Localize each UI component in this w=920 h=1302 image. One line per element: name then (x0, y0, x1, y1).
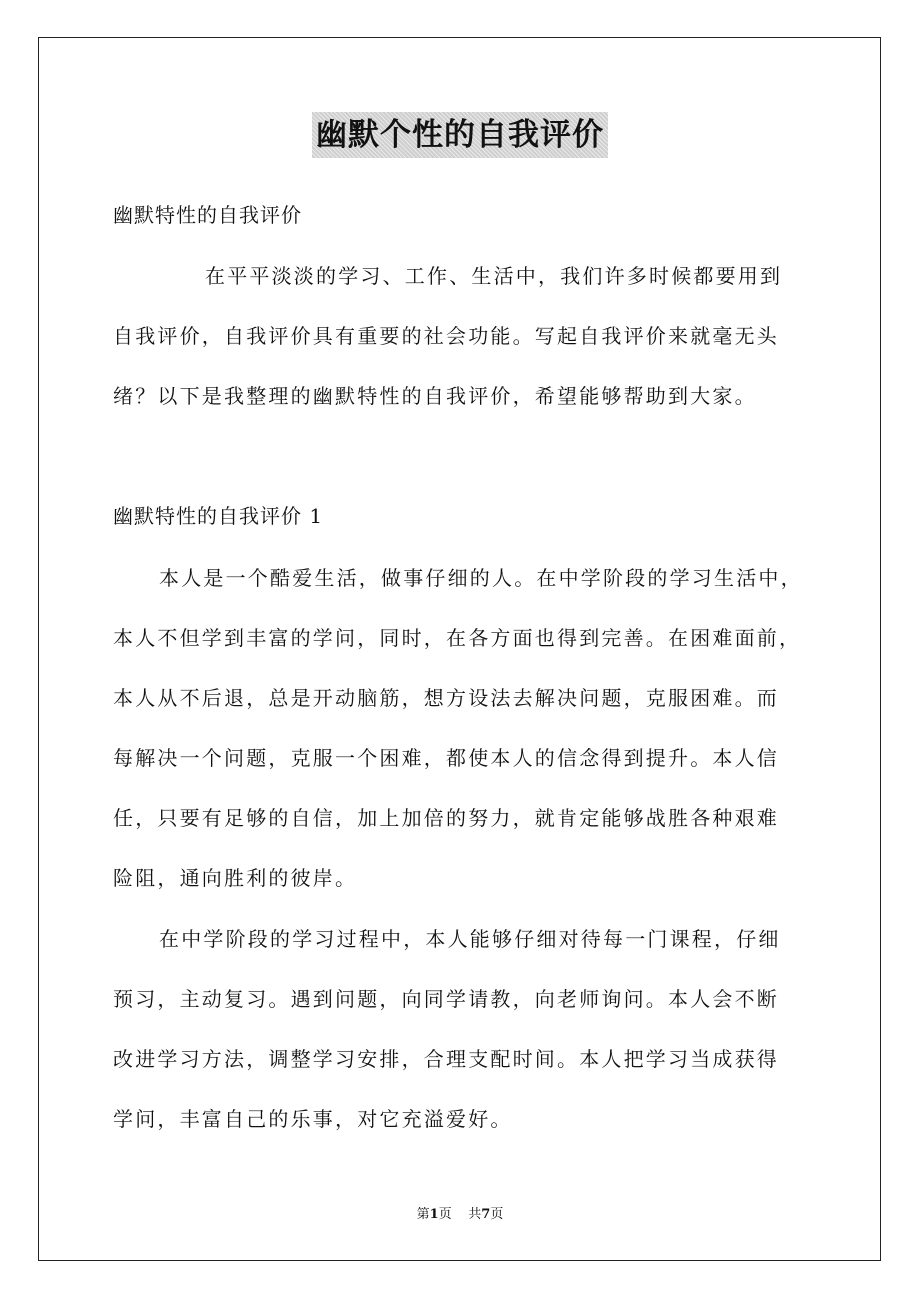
body-paragraph-2 (113, 909, 813, 1149)
paragraph-line: 险阻，通向胜利的彼岸。 (113, 866, 358, 890)
paragraph-line: 任，只要有足够的自信，加上加倍的努力，就肯定能够战胜各种艰难 (113, 806, 779, 830)
current-page-number: 1 (429, 1207, 439, 1222)
paragraph-line: 每解决一个问题，克服一个困难，都使本人的信念得到提升。本人信 (113, 746, 779, 770)
page-label-suffix: 页 (438, 1207, 452, 1222)
document-title: 幽默个性的自我评价 (312, 112, 608, 158)
intro-line: 自我评价，自我评价具有重要的社会功能。写起自我评价来就毫无头 (113, 324, 779, 348)
total-page-count: 7 (481, 1207, 491, 1222)
total-label-prefix: 共 (468, 1207, 482, 1222)
intro-line: 绪？以下是我整理的幽默特性的自我评价，希望能够帮助到大家。 (113, 384, 757, 408)
paragraph-line: 在中学阶段的学习过程中，本人能够仔细对待每一门课程，仔细 (159, 927, 781, 951)
total-label-suffix: 页 (490, 1207, 504, 1222)
intro-line: 在平平淡淡的学习、工作、生活中，我们许多时候都要用到 (205, 264, 783, 288)
page-footer (0, 1205, 920, 1225)
page-label-prefix: 第 (416, 1207, 430, 1222)
paragraph-line: 本人从不后退，总是开动脑筋，想方设法去解决问题，克服困难。而 (113, 686, 779, 710)
paragraph-line: 本人不但学到丰富的学问，同时，在各方面也得到完善。在困难面前， (113, 626, 802, 650)
section-heading: 幽默特性的自我评价 1 (113, 504, 324, 528)
title-container (0, 112, 920, 158)
paragraph-line: 学问，丰富自己的乐事，对它充溢爱好。 (113, 1107, 513, 1131)
paragraph-line: 本人是一个酷爱生活，做事仔细的人。在中学阶段的学习生活中， (159, 566, 803, 590)
paragraph-line: 预习，主动复习。遇到问题，向同学请教，向老师询问。本人会不断 (113, 987, 779, 1011)
document-subtitle: 幽默特性的自我评价 (113, 203, 302, 227)
body-paragraph-1 (113, 548, 813, 908)
paragraph-line: 改进学习方法，调整学习安排，合理支配时间。本人把学习当成获得 (113, 1047, 779, 1071)
intro-paragraph (113, 246, 813, 426)
